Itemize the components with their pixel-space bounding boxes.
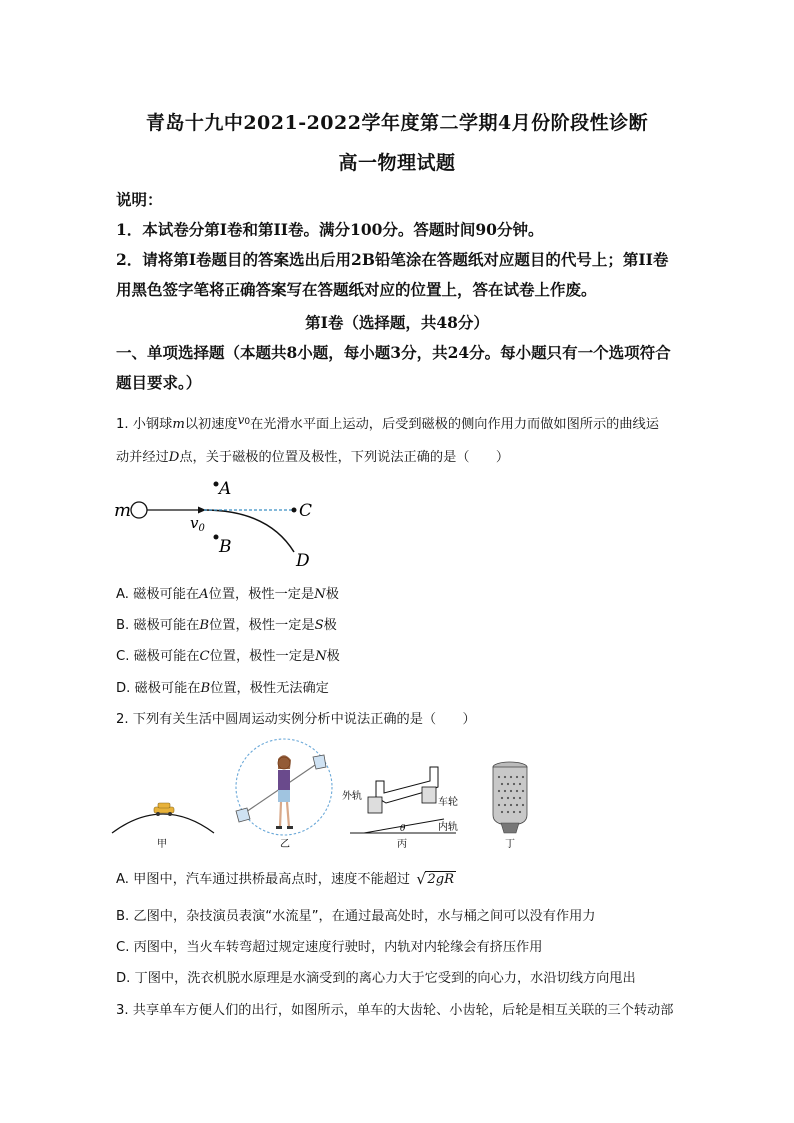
point-A	[214, 482, 219, 487]
q1-figure	[108, 470, 348, 570]
fig-label-D: D	[296, 551, 310, 570]
q1-option-d: D. 磁极可能在B位置，极性无法确定	[116, 681, 329, 696]
q3-stem: 3. 共享单车方便人们的出行，如图所示，单车的大齿轮、小齿轮，后轮是相互关联的三个转动部	[116, 1003, 674, 1018]
point-B	[214, 535, 219, 540]
point-C	[292, 508, 297, 513]
q2-figure	[108, 735, 548, 850]
steel-ball	[131, 502, 147, 518]
fig-label-inner-rail: 内轨	[438, 822, 458, 833]
fig-label-ding: 丁	[505, 839, 515, 850]
outer-rail	[368, 797, 382, 813]
q1-stem-line1: 1. 小钢球m以初速度$v_0$在光滑水平面上运动，后受到磁极的侧向作用力而做如图所示的曲线运	[116, 413, 659, 432]
fig-label-bing: 丙	[397, 839, 407, 850]
sqrt-expression: √ 2gR	[416, 870, 455, 888]
inner-rail	[422, 787, 436, 803]
fig-label-m: m	[114, 500, 132, 521]
q1-option-b: B. 磁极可能在B位置，极性一定是S极	[116, 618, 337, 633]
arch-bridge	[112, 814, 214, 833]
q1-stem-line2: 动并经过D点，关于磁极的位置及极性，下列说法正确的是（ ）	[116, 450, 510, 465]
q2-option-c: C. 丙图中，当火车转弯超过规定速度行驶时，内轨对内轮缘会有挤压作用	[116, 940, 543, 955]
curved-path	[204, 510, 294, 552]
q2-option-d: D. 丁图中，洗衣机脱水原理是水滴受到的离心力大于它受到的向心力，水沿切线方向甩出	[116, 971, 636, 986]
q1-option-a: A. 磁极可能在A位置，极性一定是N极	[116, 587, 339, 602]
part1-heading-b: 题目要求。）	[116, 373, 202, 392]
q2-stem: 2. 下列有关生活中圆周运动实例分析中说法正确的是（ ）	[116, 712, 476, 727]
exam-title: 青岛十九中2021-2022学年度第二学期4月份阶段性诊断	[145, 112, 649, 134]
q2-option-b: B. 乙图中，杂技演员表演“水流星”，在通过最高处时，水与桶之间可以没有作用力	[116, 909, 596, 924]
fig-label-wheel: 车轮	[438, 797, 458, 808]
fig-label-theta: θ	[400, 824, 406, 834]
section-title: 第I卷（选择题，共48分）	[305, 313, 489, 332]
notes-line-1: 1．本试卷分第I卷和第II卷。满分100分。答题时间90分钟。	[116, 220, 544, 239]
bucket-top-icon	[313, 755, 326, 769]
fig-label-A: A	[219, 479, 232, 499]
fig-label-jia: 甲	[157, 839, 167, 850]
fig-label-yi: 乙	[280, 839, 290, 850]
part1-heading-a: 一、单项选择题（本题共8小题，每小题3分，共24分。每小题只有一个选项符合	[116, 343, 671, 362]
fig-label-C: C	[299, 501, 313, 521]
notes-line-2b: 用黑色签字笔将正确答案写在答题纸对应的位置上，答在试卷上作废。	[116, 280, 597, 299]
exam-subtitle: 高一物理试题	[338, 152, 456, 174]
fig-label-B: B	[219, 537, 232, 557]
fig-label-v0: $v_0$	[190, 514, 205, 534]
notes-line-2a: 2．请将第I卷题目的答案选出后用2B铅笔涂在答题纸对应题目的代号上；第II卷	[116, 250, 669, 269]
bucket-bottom-icon	[236, 808, 250, 822]
washing-drum-icon	[493, 767, 527, 825]
fig-label-outer-rail: 外轨	[342, 791, 362, 802]
q2-option-a: A. 甲图中，汽车通过拱桥最高点时，速度不能超过 √ 2gR	[116, 870, 455, 888]
q1-option-c: C. 磁极可能在C位置，极性一定是N极	[116, 649, 340, 664]
notes-heading: 说明：	[116, 190, 163, 209]
